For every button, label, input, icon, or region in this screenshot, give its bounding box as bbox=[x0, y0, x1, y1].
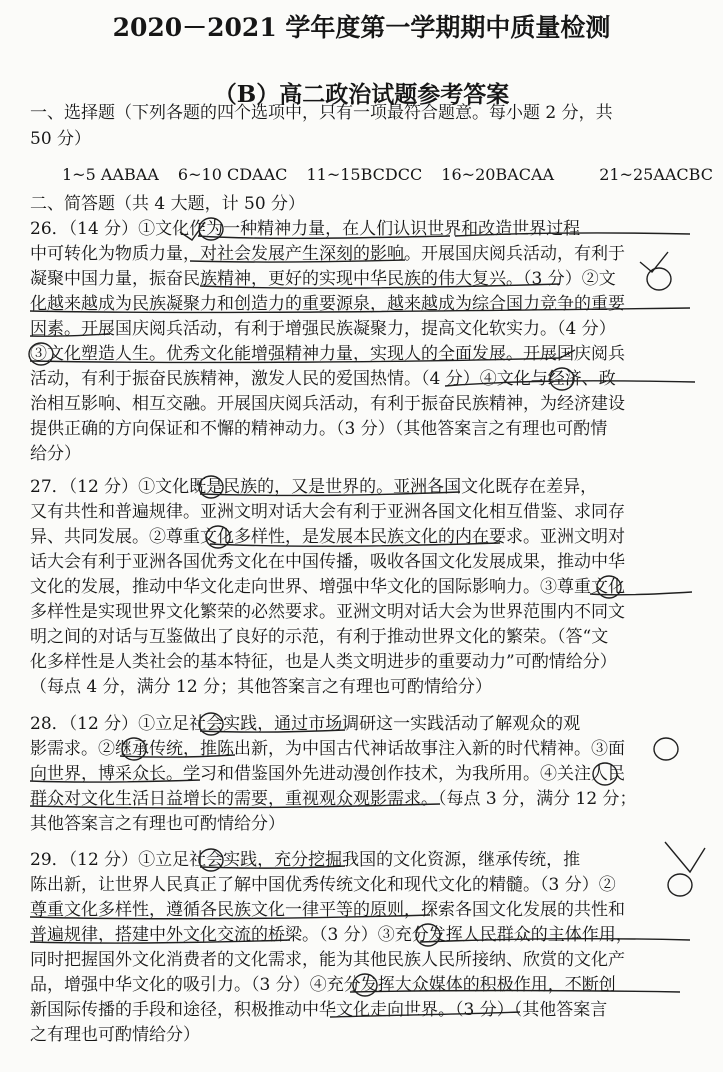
q28-line: 影需求。②继承传统，推陈出新，为中国古代神话故事注入新的时代精神。③面 bbox=[30, 739, 625, 759]
q26-line: 给分） bbox=[30, 444, 81, 464]
answer-group: 6~10 CDAAC bbox=[177, 165, 288, 184]
q29-line: 同时把握国外文化消费者的文化需求，能为其他民族人民所接纳、欣赏的文化产 bbox=[30, 950, 625, 970]
q27-line: 文化的发展，推动中华文化走向世界、增强中华文化的国际影响力。③尊重文化 bbox=[30, 577, 625, 597]
page-subtitle: （B）高二政治试题参考答案 bbox=[213, 81, 510, 108]
page-title: 2020－2021 学年度第一学期期中质量检测 bbox=[112, 13, 611, 42]
q28-line: 向世界，博采众长。学习和借鉴国外先进动漫创作技术，为我所用。④关注人民 bbox=[30, 764, 625, 784]
q28-line: 28．（12 分）①立足社会实践，通过市场调研这一实践活动了解观众的观 bbox=[30, 714, 581, 734]
q28-line: 群众对文化生活日益增长的需要，重视观众观影需求。（每点 3 分，满分 12 分； bbox=[30, 789, 637, 809]
q29-line: 陈出新，让世界人民真正了解中国优秀传统文化和现代文化的精髓。（3 分）② bbox=[30, 875, 616, 895]
q29-line: 之有理也可酌情给分） bbox=[30, 1025, 200, 1045]
q29-line: 新国际传播的手段和途径，积极推动中华文化走向世界。（3 分）（其他答案言 bbox=[30, 1000, 608, 1020]
q27-line: （每点 4 分，满分 12 分；其他答案言之有理也可酌情给分） bbox=[30, 677, 493, 697]
answer-group: 1~5 AABAA bbox=[62, 165, 159, 184]
q27-line: 27．（12 分）①文化既是民族的，又是世界的。亚洲各国文化既存在差异， bbox=[30, 477, 598, 497]
q27-line: 话大会有利于亚洲各国优秀文化在中国传播，吸收各国文化发展成果，推动中华 bbox=[30, 552, 625, 572]
q26-line: 因素。开展国庆阅兵活动，有利于增强民族凝聚力，提高文化软实力。（4 分） bbox=[30, 319, 616, 339]
section1-instruction-line: 50 分） bbox=[30, 129, 92, 149]
q26-line: 提供正确的方向保证和不懈的精神动力。（3 分）（其他答案言之有理也可酌情 bbox=[30, 419, 608, 439]
q26-line: 治相互影响、相互交融。开展国庆阅兵活动，有利于振奋民族精神，为经济建设 bbox=[30, 394, 625, 414]
choice-answers bbox=[62, 165, 723, 184]
q29-line: 普遍规律，搭建中外文化交流的桥梁。（3 分）③充分发挥人民群众的主体作用， bbox=[30, 925, 633, 945]
section1-instruction-line: 一、选择题（下列各题的四个选项中，只有一项最符合题意。每小题 2 分，共 bbox=[30, 103, 613, 123]
q26-line: 活动，有利于振奋民族精神，激发人民的爱国热情。（4 分）④文化与经济、政 bbox=[30, 369, 616, 389]
q27-line: 又有共性和普遍规律。亚洲文明对话大会有利于亚洲各国文化相互借鉴、求同存 bbox=[30, 502, 625, 522]
q26-line: ③文化塑造人生。优秀文化能增强精神力量，实现人的全面发展。开展国庆阅兵 bbox=[30, 344, 625, 364]
answer-group: 16~20BACAA bbox=[441, 165, 555, 184]
q29-line: 品，增强中华文化的吸引力。（3 分）④充分发挥大众媒体的积极作用，不断创 bbox=[30, 975, 616, 995]
q27-line: 明之间的对话与互鉴做出了良好的示范，有利于推动世界文化的繁荣。（答“文 bbox=[30, 627, 609, 647]
answer-group: 21~25AACBC bbox=[599, 165, 713, 184]
q29-line: 尊重文化多样性，遵循各民族文化一律平等的原则，探索各国文化发展的共性和 bbox=[30, 900, 625, 920]
q27-line: 化多样性是人类社会的基本特征，也是人类文明进步的重要动力”可酌情给分） bbox=[30, 652, 617, 672]
answer-group: 11~15BCDCC bbox=[306, 165, 423, 184]
q27-line: 异、共同发展。②尊重文化多样性，是发展本民族文化的内在要求。亚洲文明对 bbox=[30, 527, 625, 547]
q29-line: 29．（12 分）①立足社会实践，充分挖掘我国的文化资源，继承传统，推 bbox=[30, 850, 581, 870]
q27-line: 多样性是实现世界文化繁荣的必然要求。亚洲文明对话大会为世界范围内不同文 bbox=[30, 602, 625, 622]
q26-line: 中可转化为物质力量，对社会发展产生深刻的影响。开展国庆阅兵活动，有利于 bbox=[30, 244, 625, 264]
q26-line: 化越来越成为民族凝聚力和创造力的重要源泉，越来越成为综合国力竞争的重要 bbox=[30, 294, 625, 314]
q28-line: 其他答案言之有理也可酌情给分） bbox=[30, 814, 285, 834]
q26-line: 26．（14 分）①文化作为一种精神力量，在人们认识世界和改造世界过程 bbox=[30, 219, 581, 239]
q26-line: 凝聚中国力量，振奋民族精神，更好的实现中华民族的伟大复兴。（3 分）②文 bbox=[30, 269, 616, 289]
section2-heading: 二、简答题（共 4 大题，计 50 分） bbox=[30, 194, 306, 214]
